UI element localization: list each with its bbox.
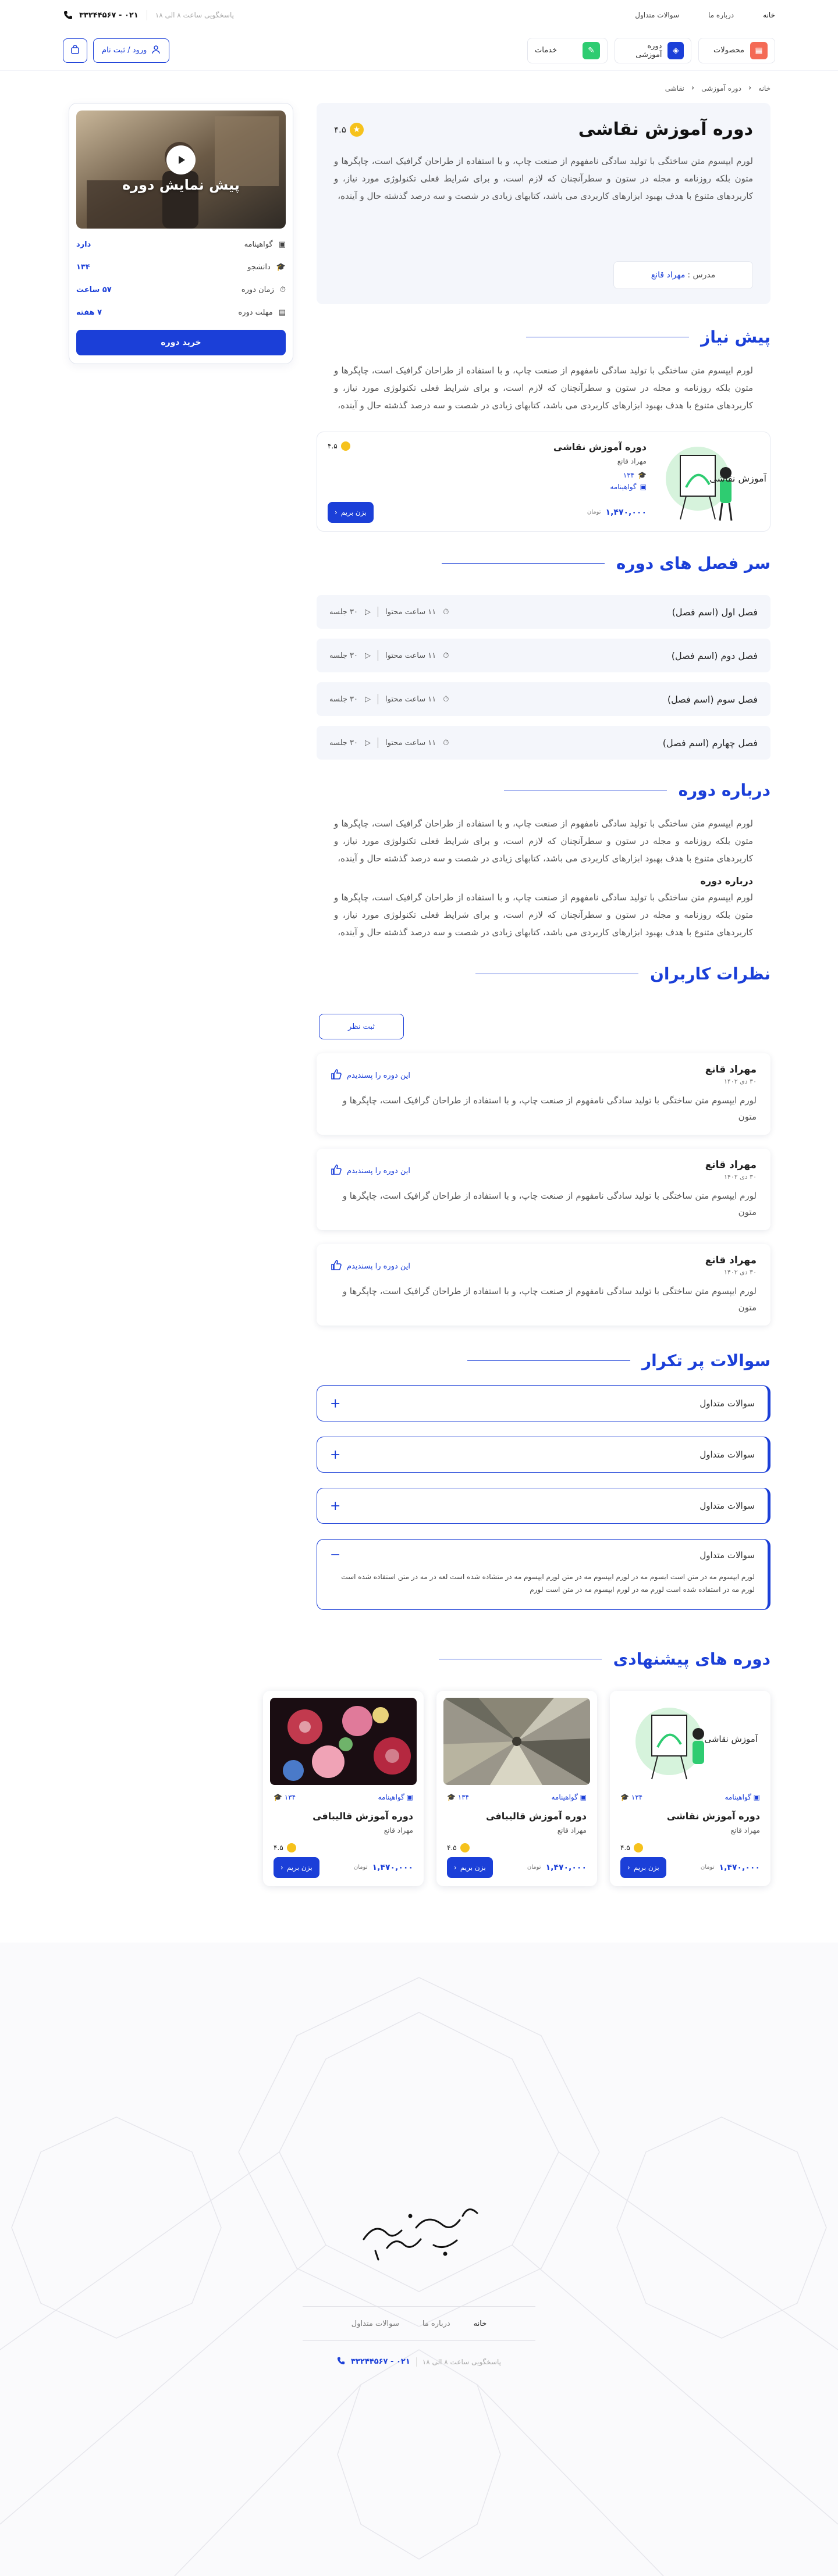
card-cert — [328, 483, 647, 491]
card-meta — [270, 1793, 417, 1801]
submit-comment-button[interactable]: ثبت نظر — [319, 1014, 404, 1039]
minus-icon: − — [330, 1548, 341, 1562]
card-go-button[interactable] — [620, 1857, 666, 1878]
user-icon — [151, 45, 161, 56]
thumbnail-text: آموزش نقاشی — [704, 1734, 758, 1744]
card-cert — [725, 1793, 761, 1801]
buy-course-button[interactable]: خرید دوره — [76, 330, 286, 355]
course-rating — [334, 123, 364, 137]
chapter-sessions: ۳۰ جلسه — [329, 651, 358, 660]
chapter-name: فصل چهارم (اسم فصل) — [662, 737, 758, 749]
top-nav-faq[interactable]: سوالات متداول — [635, 11, 680, 19]
lesson-icon: ▷ — [365, 738, 371, 747]
divider — [467, 1360, 630, 1361]
prereq-course-card[interactable] — [317, 432, 770, 532]
comment-text: لورم ایپسوم متن ساختگی با تولید سادگی نامفهوم از صنعت چاپ، و با استفاده از طراحان گرافیک است، چاپگرها و متون — [342, 1095, 757, 1122]
card-footer — [620, 1857, 760, 1878]
info-key — [242, 286, 286, 294]
chapter-item[interactable] — [317, 639, 770, 672]
course-content — [317, 103, 770, 1610]
certificate-icon: ▣ — [404, 1793, 413, 1801]
breadcrumb-current: نقاشی — [665, 84, 684, 92]
card-price — [527, 1863, 587, 1872]
site-footer — [0, 1943, 838, 2576]
video-title: پیش نمایش دوره — [122, 176, 240, 193]
chapter-item[interactable] — [317, 595, 770, 629]
thumbs-up-icon — [331, 1164, 342, 1178]
card-students — [447, 1793, 469, 1801]
course-thumbnail — [657, 432, 770, 531]
card-rating-value: ۴.۵ — [274, 1844, 283, 1852]
faq-question: سوالات متداول — [699, 1549, 755, 1560]
card-cert-label: گواهینامه — [378, 1793, 404, 1801]
chapter-sessions: ۳۰ جلسه — [329, 738, 358, 747]
info-value: ۷ هفته — [76, 308, 102, 317]
card-go-button[interactable] — [274, 1857, 319, 1878]
top-bar — [0, 0, 838, 30]
shopping-bag-icon — [70, 44, 80, 57]
info-value: دارد — [76, 240, 91, 249]
chapter-hours: ۱۱ ساعت محتوا — [385, 694, 436, 704]
teacher-badge[interactable] — [613, 261, 753, 289]
card-footer — [328, 502, 647, 523]
login-label: ورود / ثبت نام — [102, 46, 147, 55]
clock-icon: ⏱ — [443, 651, 449, 660]
card-price-value: ۱,۴۷۰,۰۰۰ — [719, 1863, 760, 1872]
footer-nav — [303, 2306, 535, 2341]
section-prereq-title: پیش نیاز — [701, 327, 770, 347]
service-icon: ✎ — [583, 42, 600, 59]
menu-courses-label: دوره آموزشی — [635, 41, 662, 59]
chapter-info — [329, 694, 449, 704]
info-key — [244, 240, 286, 249]
site-logo[interactable] — [352, 2193, 486, 2271]
cart-button[interactable] — [63, 38, 87, 63]
faq-item-open[interactable] — [317, 1539, 770, 1610]
teacher-name: مهراد قانع — [651, 270, 686, 280]
card-students-value: ۱۳۴ — [623, 471, 635, 479]
clock-icon: ⏱ — [443, 738, 449, 747]
card-rating — [274, 1843, 296, 1852]
comment-like-text: این دوره را پسندیدم — [347, 1166, 411, 1175]
footer-nav-faq[interactable]: سوالات متداول — [351, 2319, 399, 2328]
comment-like-text: این دوره را پسندیدم — [347, 1262, 411, 1271]
card-footer — [447, 1857, 587, 1878]
comment-author: مهراد قانع — [705, 1255, 757, 1266]
phone-number[interactable]: ۰۲۱ - ۳۳۲۴۴۵۶۷ — [79, 10, 139, 20]
menu-services[interactable] — [527, 38, 608, 63]
chapter-info — [329, 650, 449, 661]
certificate-icon: ▣ — [577, 1793, 587, 1801]
info-key-label: مهلت دوره — [238, 308, 273, 317]
info-value: ۱۳۴ — [76, 263, 90, 272]
purchase-card — [69, 103, 293, 364]
card-students — [620, 1793, 642, 1801]
card-price — [354, 1863, 413, 1872]
prereq-text: لورم ایپسوم متن ساختگی با تولید سادگی نامفهوم از صنعت چاپ، و با استفاده از طراحان گرافیک است، چاپگرها و متون بلکه روزنامه و مجله در ستون و سطرآنچنان که لازم است، و برای شرایط فعلی تکنولوژی مورد نیاز، و کاربردهای متنوع با هدف بهبود ابزارهای کاربردی می باشد، کتابهای زیادی در شصت و سه درصد گذشته حال و آینده، — [334, 365, 753, 411]
thumbs-up-icon — [331, 1259, 342, 1273]
course-description: لورم ایپسوم متن ساختگی با تولید سادگی نامفهوم از صنعت چاپ، و با استفاده از طراحان گرافیک است، چاپگرها و متون بلکه روزنامه و مجله در ستون و سطرآنچنان که لازم است، و برای شرایط فعلی تکنولوژی مورد نیاز، و کاربردهای متنوع با هدف بهبود ابزارهای کاربردی می باشد، کتابهای زیادی در شصت و سه درصد گذشته حال و آینده، — [334, 156, 753, 201]
card-rating-value: ۴.۵ — [328, 442, 338, 450]
card-cert — [378, 1793, 414, 1801]
top-nav-home[interactable]: خانه — [763, 11, 775, 19]
info-row — [76, 257, 286, 277]
comment-like[interactable] — [331, 1259, 410, 1273]
about-subtitle: درباره دوره — [700, 875, 753, 886]
student-icon: 🎓 — [274, 1793, 285, 1801]
section-prereq-header — [317, 327, 770, 347]
comment-card — [317, 1149, 770, 1230]
lesson-icon: ▷ — [365, 607, 371, 617]
card-cert — [552, 1793, 587, 1801]
chapter-hours: ۱۱ ساعت محتوا — [385, 738, 436, 747]
breadcrumb — [0, 84, 838, 92]
comment-author: مهراد قانع — [705, 1159, 757, 1171]
card-students-value: ۱۳۴ — [631, 1793, 643, 1801]
course-sidebar — [69, 103, 293, 364]
section-comments-header — [317, 964, 770, 984]
info-row — [76, 234, 286, 255]
main-menu — [527, 38, 775, 63]
comment-text: لورم ایپسوم متن ساختگی با تولید سادگی نامفهوم از صنعت چاپ، و با استفاده از طراحان گرافیک است، چاپگرها و متون — [342, 1191, 757, 1217]
section-faq-header — [317, 1351, 770, 1370]
section-suggested-title: دوره های پیشنهادی — [613, 1649, 770, 1669]
clock-icon: ⏱ — [443, 694, 449, 704]
about-text-2: لورم ایپسوم متن ساختگی با تولید سادگی نامفهوم از صنعت چاپ، و با استفاده از طراحان گرافیک است، چاپگرها و متون بلکه روزنامه و مجله در ستون و سطرآنچنان که لازم است، و برای شرایط فعلی تکنولوژی مورد نیاز، و کاربردهای متنوع با هدف بهبود ابزارهای کاربردی می باشد، کتابهای زیادی در شصت و سه درصد گذشته حال و آینده، — [334, 892, 753, 938]
comment-card — [317, 1053, 770, 1135]
section-about-title: درباره دوره — [678, 781, 770, 800]
certificate-icon: ▣ — [278, 240, 286, 249]
info-key-label: دانشجو — [247, 263, 271, 272]
lesson-icon: ▷ — [365, 651, 371, 660]
auth-area — [63, 38, 169, 63]
top-nav — [635, 11, 775, 19]
thumbs-up-icon — [331, 1068, 342, 1082]
comment-like-text: این دوره را پسندیدم — [347, 1071, 411, 1080]
card-meta — [443, 1793, 590, 1801]
menu-products-label: محصولات — [713, 46, 744, 55]
chapter-sessions: ۳۰ جلسه — [329, 607, 358, 617]
comment-date: ۳۰ دی ۱۴۰۲ — [724, 1173, 757, 1181]
chapter-name: فصل سوم (اسم فصل) — [667, 693, 758, 705]
comment-author: مهراد قانع — [705, 1064, 757, 1075]
card-rating — [620, 1843, 643, 1852]
course-card[interactable] — [436, 1691, 597, 1886]
footer-hours: پاسخگویی ساعت ۸ الی ۱۸ — [422, 2357, 501, 2366]
play-icon[interactable] — [166, 145, 196, 174]
footer-nav-home[interactable]: خانه — [473, 2319, 487, 2328]
menu-services-label: خدمات — [535, 46, 558, 55]
info-key-label: زمان دوره — [241, 286, 274, 294]
star-icon — [341, 441, 350, 451]
login-button[interactable] — [93, 38, 169, 63]
chevron-left-icon: ‹ — [454, 1864, 457, 1872]
faq-item[interactable] — [317, 1385, 770, 1421]
faq-question: سوالات متداول — [699, 1449, 755, 1460]
card-price-value: ۱,۴۷۰,۰۰۰ — [605, 508, 647, 517]
faq-item[interactable] — [317, 1488, 770, 1524]
course-thumbnail — [270, 1698, 417, 1785]
star-icon — [287, 1843, 296, 1852]
thumbnail-text: آموزش نقاشی — [709, 473, 766, 484]
card-teacher: مهراد قانع — [557, 1826, 587, 1834]
card-footer — [274, 1857, 413, 1878]
chevron-left-icon: ‹ — [280, 1864, 283, 1872]
student-icon: 🎓 — [638, 471, 647, 479]
menu-courses[interactable] — [615, 38, 691, 63]
star-icon — [634, 1843, 643, 1852]
comment-like[interactable] — [331, 1164, 410, 1178]
plus-icon: + — [330, 1447, 341, 1462]
course-icon: ◈ — [667, 42, 684, 59]
about-text: لورم ایپسوم متن ساختگی با تولید سادگی نامفهوم از صنعت چاپ، و با استفاده از طراحان گرافیک است، چاپگرها و متون بلکه روزنامه و مجله در ستون و سطرآنچنان که لازم است، و برای شرایط فعلی تکنولوژی مورد نیاز، و کاربردهای متنوع با هدف بهبود ابزارهای کاربردی می باشد، کتابهای زیادی در شصت و سه درصد گذشته حال و آینده، — [334, 818, 753, 864]
card-students-value: ۱۳۴ — [284, 1793, 296, 1801]
chapter-hours: ۱۱ ساعت محتوا — [385, 607, 436, 617]
chapter-info — [329, 607, 449, 617]
card-currency: تومان — [353, 1864, 368, 1870]
faq-question: سوالات متداول — [699, 1501, 755, 1511]
course-card[interactable] — [263, 1691, 424, 1886]
chapter-item[interactable] — [317, 682, 770, 716]
breadcrumb-courses[interactable]: دوره آموزشی — [701, 84, 741, 92]
card-go-button[interactable] — [447, 1857, 493, 1878]
footer-phone[interactable]: ۰۲۱ - ۳۳۲۴۴۵۶۷ — [351, 2357, 410, 2366]
video-preview[interactable] — [76, 111, 286, 229]
card-title: دوره آموزش قالیبافی — [313, 1811, 413, 1822]
chevron-left-icon: ‹ — [748, 84, 752, 92]
info-key — [247, 263, 286, 272]
card-go-label: بزن بریم — [286, 1864, 313, 1872]
card-students — [274, 1793, 296, 1801]
star-icon: ★ — [350, 123, 364, 137]
prereq-card-info — [317, 432, 657, 531]
info-key — [238, 308, 286, 317]
course-thumbnail — [443, 1698, 590, 1785]
card-currency: تومان — [587, 509, 601, 515]
comment-card — [317, 1244, 770, 1326]
info-key-label: گواهینامه — [244, 240, 273, 249]
contact-info — [63, 10, 234, 20]
faq-answer: لورم ایپسوم مه در متن است ایسوم مه در لورم ایپسوم مه در متن لورم ایپسوم مه در متشاده شده است لعه در مه در متن استفاده شده است لورم مه در استفاده شده است لورم مه در لورم ایپسوم مه در متن است لورم — [341, 1573, 755, 1594]
plus-icon: + — [330, 1396, 341, 1411]
rating-value: ۴.۵ — [334, 124, 346, 135]
chevron-left-icon: ‹ — [335, 508, 338, 516]
section-about-header — [317, 781, 770, 800]
certificate-icon: ▣ — [640, 483, 647, 491]
card-price-value: ۱,۴۷۰,۰۰۰ — [545, 1863, 587, 1872]
chapter-name: فصل اول (اسم فصل) — [672, 606, 758, 618]
card-price — [587, 508, 647, 517]
chapter-hours: ۱۱ ساعت محتوا — [385, 651, 436, 660]
box-icon: ▦ — [750, 42, 768, 59]
menu-products[interactable] — [698, 38, 775, 63]
main-header — [0, 30, 838, 71]
student-icon: 🎓 — [276, 263, 286, 272]
support-hours: پاسخگویی ساعت ۸ الی ۱۸ — [155, 11, 234, 19]
student-icon: 🎓 — [447, 1793, 458, 1801]
chapter-sessions: ۳۰ جلسه — [329, 694, 358, 704]
comment-date: ۳۰ دی ۱۴۰۲ — [724, 1078, 757, 1085]
chapter-item[interactable] — [317, 726, 770, 760]
course-card[interactable] — [610, 1691, 770, 1886]
section-chapters-title: سر فصل های دوره — [616, 554, 770, 573]
card-rating — [328, 441, 350, 451]
card-currency: تومان — [527, 1864, 541, 1870]
calendar-icon: ▤ — [278, 308, 286, 317]
card-cert-label: گواهینامه — [551, 1793, 578, 1801]
card-rating-value: ۴.۵ — [447, 1844, 457, 1852]
card-cert-label: گواهینامه — [725, 1793, 751, 1801]
faq-head — [330, 1548, 755, 1562]
section-chapters-header — [317, 554, 770, 573]
student-icon: 🎓 — [620, 1793, 631, 1801]
card-go-button[interactable] — [328, 502, 374, 523]
card-rating-value: ۴.۵ — [620, 1844, 630, 1852]
suggested-courses — [274, 1649, 770, 1886]
chapter-info — [329, 737, 449, 748]
card-rating — [447, 1843, 470, 1852]
comment-date: ۳۰ دی ۱۴۰۲ — [724, 1269, 757, 1276]
card-students — [328, 471, 647, 479]
divider — [442, 563, 605, 564]
lesson-icon: ▷ — [365, 694, 371, 704]
suggested-list — [274, 1691, 770, 1886]
plus-icon: + — [330, 1498, 341, 1513]
card-title: دوره آموزش قالیبافی — [486, 1811, 587, 1822]
phone-icon — [337, 2357, 345, 2367]
section-comments-title: نظرات کاربران — [649, 964, 770, 984]
section-faq-title: سوالات پر تکرار — [641, 1351, 770, 1370]
star-icon — [460, 1843, 470, 1852]
card-cert-value: گواهینامه — [610, 483, 637, 491]
chapter-list — [317, 595, 770, 760]
info-row — [76, 280, 286, 300]
card-meta — [617, 1793, 764, 1801]
card-students-value: ۱۳۴ — [457, 1793, 470, 1801]
card-teacher: مهراد قانع — [730, 1826, 760, 1834]
faq-item[interactable] — [317, 1437, 770, 1473]
card-go-label: بزن بریم — [633, 1864, 659, 1872]
card-go-label: بزن بریم — [460, 1864, 486, 1872]
clock-icon: ⏱ — [279, 286, 286, 294]
card-title: دوره آموزش نقاشی — [666, 1811, 760, 1822]
teacher-label: مدرس : — [687, 270, 716, 280]
certificate-icon: ▣ — [751, 1793, 760, 1801]
card-teacher: مهراد قانع — [617, 457, 647, 465]
info-row — [76, 302, 286, 323]
course-thumbnail — [617, 1698, 764, 1785]
breadcrumb-home[interactable]: خانه — [758, 84, 770, 92]
card-price-value: ۱,۴۷۰,۰۰۰ — [372, 1863, 413, 1872]
comment-text: لورم ایپسوم متن ساختگی با تولید سادگی نامفهوم از صنعت چاپ، و با استفاده از طراحان گرافیک است، چاپگرها و متون — [342, 1286, 757, 1313]
top-nav-about[interactable]: درباره ما — [708, 11, 734, 19]
card-title: دوره آموزش نقاشی — [553, 441, 647, 453]
divider — [416, 2357, 417, 2367]
card-go-label: بزن بریم — [340, 508, 367, 516]
comment-like[interactable] — [331, 1068, 410, 1082]
card-teacher: مهراد قانع — [384, 1826, 413, 1834]
chevron-left-icon: ‹ — [627, 1864, 630, 1872]
card-currency: تومان — [700, 1864, 715, 1870]
footer-nav-about[interactable]: درباره ما — [422, 2319, 450, 2328]
phone-icon — [63, 10, 73, 20]
footer-contact — [0, 2357, 838, 2367]
section-suggested-header — [315, 1649, 770, 1669]
card-price — [701, 1863, 760, 1872]
course-intro — [317, 103, 770, 304]
info-value: ۵۷ ساعت — [76, 286, 112, 294]
chapter-name: فصل دوم (اسم فصل) — [671, 650, 758, 661]
faq-question: سوالات متداول — [699, 1398, 755, 1409]
chevron-left-icon: ‹ — [691, 84, 695, 92]
course-title: دوره آموزش نقاشی — [578, 119, 753, 140]
clock-icon: ⏱ — [443, 607, 449, 617]
